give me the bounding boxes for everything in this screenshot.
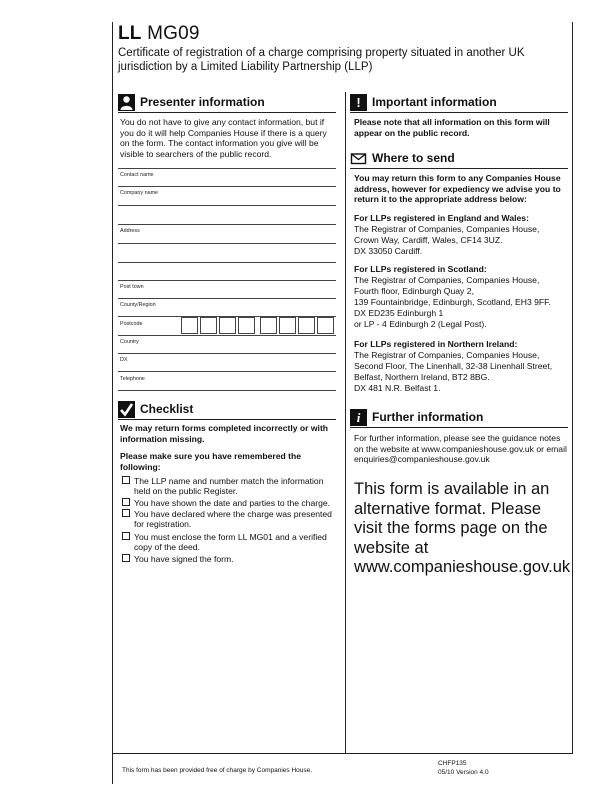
field-line	[118, 168, 336, 169]
england-line: Crown Way, Cardiff, Wales, CF14 3UZ.	[354, 235, 503, 245]
scotland-line: DX ED235 Edinburgh 1	[354, 308, 444, 318]
checklist-item-text: You have shown the date and parties to the charge.	[134, 498, 331, 508]
checkbox[interactable]	[122, 476, 130, 484]
checklist-warning: We may return forms completed incorrectly or with information missing.	[120, 423, 329, 444]
checklist-item[interactable]	[122, 476, 340, 497]
company-name-label: Company name	[120, 190, 159, 196]
column-divider	[345, 92, 346, 754]
dx-field[interactable]	[118, 371, 336, 372]
where-to-send-heading: Where to send	[372, 151, 455, 165]
form-prefix: LL	[118, 23, 142, 44]
postcode-box[interactable]	[200, 317, 217, 334]
where-to-send-heading-rule	[350, 168, 568, 169]
scotland-line: or LP - 4 Edinburgh 2 (Legal Post).	[354, 319, 487, 329]
checklist-item-text: You have signed the form.	[134, 554, 234, 564]
postcode-box[interactable]	[181, 317, 198, 334]
alternative-format-notice: This form is available in an alternative format. Please visit the forms page on the website at www.companieshouse.gov.uk	[354, 480, 571, 577]
checklist-item[interactable]	[122, 509, 340, 530]
form-title: Certificate of registration of a charge comprising property situated in another UK jurisdiction by a Limited Liability Partnership (LLP)	[118, 47, 525, 73]
checklist-item[interactable]	[122, 532, 340, 553]
scotland-line: The Registrar of Companies, Companies House,	[354, 275, 540, 285]
address-field-3[interactable]	[118, 280, 336, 281]
further-text: For further information, please see the guidance notes on the website at www.companieshouse.gov.uk or email enquiries@companieshouse.gov.uk	[354, 433, 567, 465]
checklist-item-text: The LLP name and number match the information held on the public Register.	[134, 476, 324, 497]
scotland-line: 139 Fountainbridge, Edinburgh, Scotland, EH3 9FF.	[354, 297, 551, 307]
company-name-field-2[interactable]	[118, 224, 336, 225]
presenter-heading: Presenter information	[140, 95, 265, 109]
ni-line: DX 481 N.R. Belfast 1.	[354, 383, 441, 393]
telephone-field[interactable]	[118, 390, 336, 391]
where-to-send-intro: You may return this form to any Companies House address, however for expediency we advise you to return it to the appropriate address below:	[354, 173, 561, 205]
form-number: MG09	[147, 23, 200, 44]
checkbox[interactable]	[122, 498, 130, 506]
important-heading: Important information	[372, 95, 497, 109]
company-name-field[interactable]	[118, 205, 336, 206]
country-field[interactable]	[118, 353, 336, 354]
country-label: Country	[120, 339, 139, 345]
ni-line: The Registrar of Companies, Companies House,	[354, 350, 540, 360]
presenter-section-header	[118, 94, 338, 112]
further-section-header	[350, 409, 572, 427]
county-label: County/Region	[120, 302, 156, 308]
checkmark-icon	[118, 401, 135, 418]
info-icon: i	[350, 409, 367, 426]
address-field-1[interactable]	[118, 243, 336, 244]
checkbox[interactable]	[122, 509, 130, 517]
ni-line: Belfast, Northern Ireland, BT2 8BG.	[354, 372, 490, 382]
form-code	[118, 23, 200, 45]
ni-line: Second Floor, The Linenhall, 32-38 Linenhall Street,	[354, 361, 553, 371]
checklist-item[interactable]	[122, 554, 340, 564]
england-heading: For LLPs registered in England and Wales:	[354, 213, 529, 223]
postcode-label: Postcode	[120, 321, 143, 327]
contact-name-field[interactable]	[118, 186, 336, 187]
england-line: The Registrar of Companies, Companies House,	[354, 224, 540, 234]
form-version: 05/10 Version 4.0	[438, 769, 489, 776]
postcode-box[interactable]	[279, 317, 296, 334]
postcode-box[interactable]	[219, 317, 236, 334]
further-heading-rule	[350, 427, 568, 428]
presenter-intro: You do not have to give any contact information, but if you do it will help Companies House if there is a query on the form. The contact information you give will be visible to searchers of the public record.	[120, 117, 327, 159]
checklist-reminder: Please make sure you have remembered the following:	[120, 451, 302, 472]
right-margin-line	[572, 22, 573, 754]
contact-name-label: Contact name	[120, 172, 154, 178]
postcode-box[interactable]	[238, 317, 255, 334]
address-field-2[interactable]	[118, 262, 336, 263]
postcode-field-line	[118, 335, 336, 336]
post-town-field[interactable]	[118, 298, 336, 299]
dx-label: DX	[120, 357, 128, 363]
checklist-heading-rule	[118, 419, 336, 420]
post-town-label: Post town	[120, 284, 144, 290]
postcode-box[interactable]	[298, 317, 315, 334]
scotland-line: Fourth floor, Edinburgh Quay 2,	[354, 286, 474, 296]
address-label: Address	[120, 228, 140, 234]
telephone-label: Telephone	[120, 376, 145, 382]
checkbox[interactable]	[122, 554, 130, 562]
footer-rule	[112, 753, 572, 754]
important-text: Please note that all information on this form will appear on the public record.	[354, 117, 550, 138]
checklist-heading: Checklist	[140, 402, 194, 416]
ni-heading: For LLPs registered in Northern Ireland:	[354, 339, 518, 349]
scotland-heading: For LLPs registered in Scotland:	[354, 264, 487, 274]
where-to-send-section-header	[350, 150, 572, 168]
envelope-icon	[350, 150, 367, 167]
england-line: DX 33050 Cardiff.	[354, 246, 423, 256]
checklist-item-text: You must enclose the form LL MG01 and a verified copy of the deed.	[134, 532, 327, 553]
left-margin-line	[112, 22, 113, 784]
postcode-box[interactable]	[317, 317, 334, 334]
further-heading: Further information	[372, 410, 484, 424]
form-code-footer: CHFP135	[438, 760, 467, 767]
exclamation-icon: !	[350, 94, 367, 111]
free-of-charge-note: This form has been provided free of charge by Companies House.	[122, 767, 313, 774]
checklist-item[interactable]	[122, 498, 340, 508]
checkbox[interactable]	[122, 532, 130, 540]
person-icon	[118, 94, 135, 111]
postcode-box[interactable]	[260, 317, 277, 334]
important-section-header	[350, 94, 572, 112]
important-heading-rule	[350, 112, 568, 113]
checklist-item-text: You have declared where the charge was presented for registration.	[134, 509, 332, 530]
presenter-heading-rule	[118, 112, 336, 113]
checklist-section-header	[118, 401, 338, 419]
